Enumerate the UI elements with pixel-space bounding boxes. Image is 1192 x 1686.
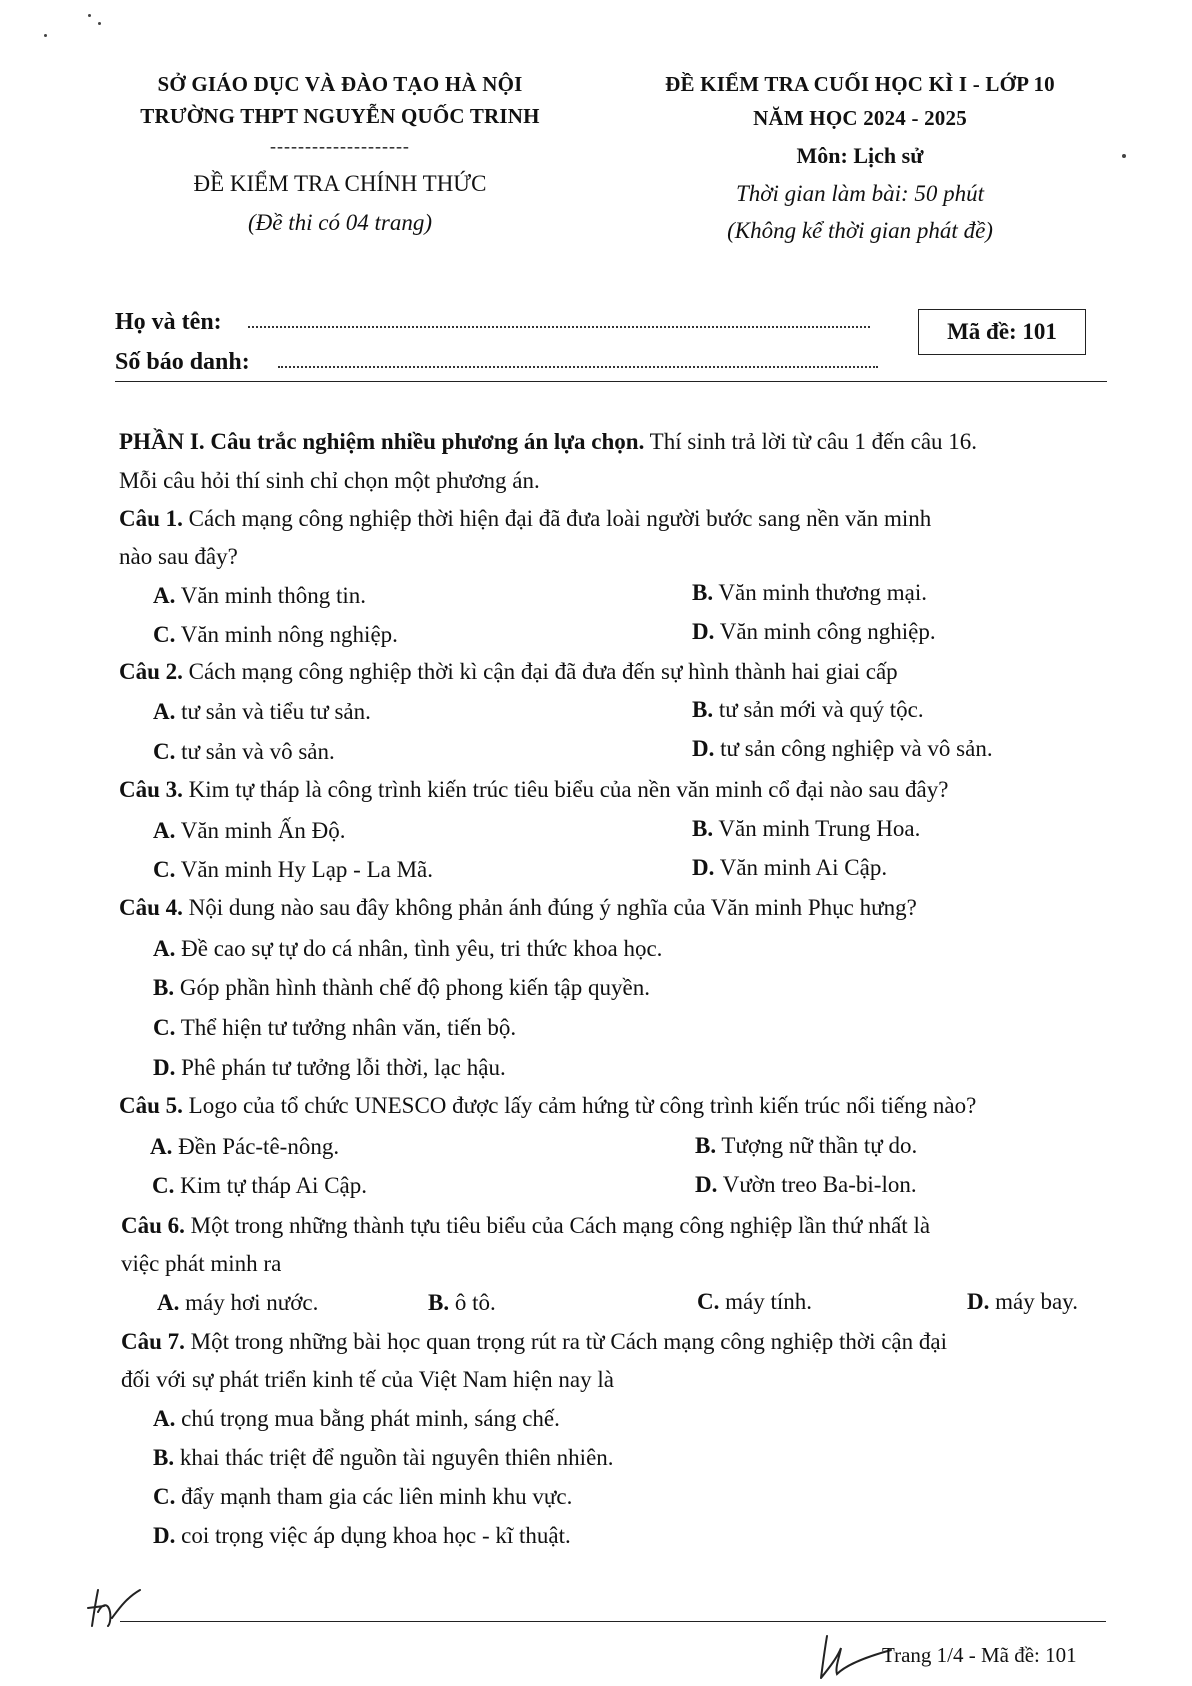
question-6 <box>121 1211 930 1241</box>
question-text: Nội dung nào sau đây không phản ánh đúng ý nghĩa của Văn minh Phục hưng? <box>182 895 917 920</box>
question-4 <box>119 893 917 923</box>
subject: Môn: Lịch sử <box>796 143 924 168</box>
option-d[interactable]: D. coi trọng việc áp dụng khoa học - kĩ thuật. <box>153 1523 571 1548</box>
page-footer-label: Trang 1/4 - Mã đề: 101 <box>882 1643 1077 1667</box>
footer-divider <box>120 1621 1106 1622</box>
option-b[interactable]: B. Góp phần hình thành chế độ phong kiến tập quyền. <box>153 975 650 1000</box>
option-c[interactable]: C. Văn minh Hy Lạp - La Mã. <box>153 857 434 882</box>
question-text: Một trong những thành tựu tiêu biểu của Cách mạng công nghiệp lần thứ nhất là <box>184 1213 931 1238</box>
header-divider <box>115 381 1107 382</box>
option-c[interactable]: C. Kim tự tháp Ai Cập. <box>152 1173 367 1198</box>
question-5 <box>119 1091 976 1121</box>
time-limit: Thời gian làm bài: 50 phút <box>735 181 985 206</box>
question-text: Một trong những bài học quan trọng rút ra từ Cách mạng công nghiệp thời cận đại <box>184 1329 947 1354</box>
option-d[interactable]: D. Phê phán tư tưởng lỗi thời, lạc hậu. <box>153 1055 506 1080</box>
scan-speck <box>1122 154 1126 158</box>
section-instruction: Thí sinh trả lời từ câu 1 đến câu 16. <box>644 429 978 454</box>
name-field[interactable] <box>248 326 870 328</box>
separator-dashes: -------------------- <box>270 136 410 156</box>
question-text: Kim tự tháp là công trình kiến trúc tiêu biểu của nền văn minh cổ đại nào sau đây? <box>182 777 949 802</box>
question-text: Cách mạng công nghiệp thời kì cận đại đã đưa đến sự hình thành hai giai cấp <box>182 659 898 684</box>
option-b[interactable]: B. tư sản mới và quý tộc. <box>692 697 924 722</box>
section-heading <box>119 427 977 457</box>
option-b[interactable]: B. Văn minh Trung Hoa. <box>692 816 921 841</box>
option-c[interactable]: C. đẩy mạnh tham gia các liên minh khu vực. <box>153 1484 573 1509</box>
exam-title: ĐỀ KIỂM TRA CUỐI HỌC KÌ I - LỚP 10 <box>665 72 1055 96</box>
section-title: PHẦN I. Câu trắc nghiệm nhiều phương án lựa chọn. <box>119 429 645 454</box>
option-a[interactable]: A. Văn minh Ấn Độ. <box>153 818 346 843</box>
option-d[interactable]: D. Vườn treo Ba-bi-lon. <box>695 1172 917 1197</box>
question-number: Câu 5. <box>119 1093 183 1118</box>
section-instruction-2: Mỗi câu hỏi thí sinh chỉ chọn một phương án. <box>119 468 540 493</box>
handwritten-initials <box>84 1582 144 1632</box>
school-name: TRƯỜNG THPT NGUYỄN QUỐC TRINH <box>140 104 540 128</box>
question-2 <box>119 657 898 687</box>
exam-code-box: Mã đề: 101 <box>918 309 1086 355</box>
option-d[interactable]: D. máy bay. <box>967 1289 1078 1314</box>
time-note: (Không kể thời gian phát đề) <box>727 218 993 243</box>
option-a[interactable]: A. Đề cao sự tự do cá nhân, tình yêu, tri thức khoa học. <box>153 936 663 961</box>
option-d[interactable]: D. tư sản công nghiệp và vô sản. <box>692 736 993 761</box>
scan-speck <box>88 14 91 17</box>
candidate-number-field[interactable] <box>278 366 878 368</box>
question-7 <box>121 1327 947 1357</box>
scan-speck <box>44 34 47 37</box>
option-c[interactable]: C. tư sản và vô sản. <box>153 739 335 764</box>
option-d[interactable]: D. Văn minh Ai Cập. <box>692 855 888 880</box>
official-exam-label: ĐỀ KIỂM TRA CHÍNH THỨC <box>193 171 487 196</box>
option-c[interactable]: C. máy tính. <box>697 1289 813 1314</box>
school-year: NĂM HỌC 2024 - 2025 <box>753 106 967 130</box>
question-1 <box>119 504 931 534</box>
question-text: Cách mạng công nghiệp thời hiện đại đã đưa loài người bước sang nền văn minh <box>182 506 932 531</box>
scan-speck <box>98 22 101 25</box>
option-a[interactable]: A. Đền Pác-tê-nông. <box>150 1134 340 1159</box>
option-a[interactable]: A. chú trọng mua bằng phát minh, sáng chế. <box>153 1406 560 1431</box>
option-c[interactable]: C. Văn minh nông nghiệp. <box>153 622 398 647</box>
option-b[interactable]: B. Văn minh thương mại. <box>692 580 928 605</box>
option-d[interactable]: D. Văn minh công nghiệp. <box>692 619 936 644</box>
question-number: Câu 2. <box>119 659 183 684</box>
option-c[interactable]: C. Thể hiện tư tưởng nhân văn, tiến bộ. <box>153 1015 517 1040</box>
question-number: Câu 7. <box>121 1329 185 1354</box>
option-b[interactable]: B. Tượng nữ thần tự do. <box>695 1133 918 1158</box>
question-number: Câu 6. <box>121 1213 185 1238</box>
option-a[interactable]: A. máy hơi nước. <box>157 1290 319 1315</box>
question-text-cont: nào sau đây? <box>119 544 238 569</box>
option-a[interactable]: A. tư sản và tiểu tư sản. <box>153 699 371 724</box>
question-text-cont: đối với sự phát triển kinh tế của Việt Nam hiện nay là <box>121 1367 614 1392</box>
department-name: SỞ GIÁO DỤC VÀ ĐÀO TẠO HÀ NỘI <box>157 72 523 96</box>
question-number: Câu 4. <box>119 895 183 920</box>
option-b[interactable]: B. ô tô. <box>428 1290 496 1315</box>
option-a[interactable]: A. Văn minh thông tin. <box>153 583 366 608</box>
candidate-number-label: Số báo danh: <box>115 349 250 375</box>
option-b[interactable]: B. khai thác triệt để nguồn tài nguyên thiên nhiên. <box>153 1445 614 1470</box>
question-number: Câu 3. <box>119 777 183 802</box>
page-count-note: (Đề thi có 04 trang) <box>248 210 432 235</box>
question-text: Logo của tổ chức UNESCO được lấy cảm hứng từ công trình kiến trúc nổi tiếng nào? <box>182 1093 977 1118</box>
question-number: Câu 1. <box>119 506 183 531</box>
question-text-cont: việc phát minh ra <box>121 1251 282 1276</box>
question-3 <box>119 775 948 805</box>
name-label: Họ và tên: <box>115 309 222 335</box>
